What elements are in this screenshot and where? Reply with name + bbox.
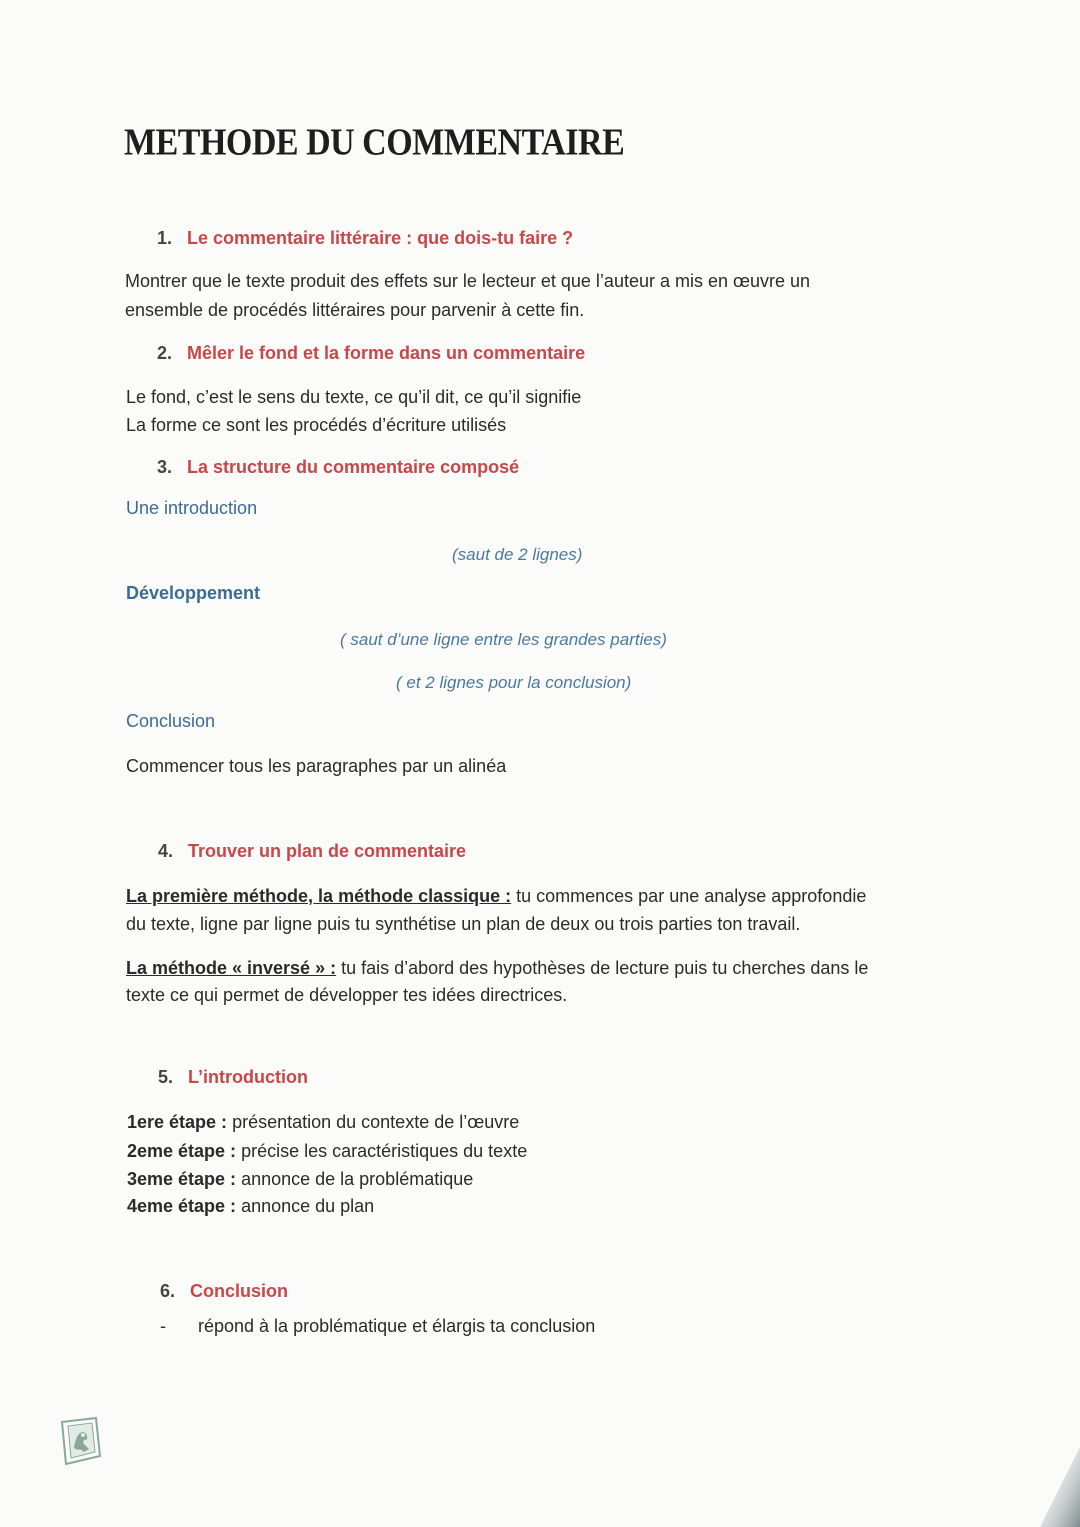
structure-note-saut-2-lignes: (saut de 2 lignes): [452, 545, 583, 564]
structure-conclusion: Conclusion: [126, 711, 216, 731]
section-1-heading: [157, 228, 573, 249]
conclusion-bullet-text: répond à la problématique et élargis ta conclusion: [198, 1316, 596, 1336]
section-5-heading: [158, 1067, 308, 1088]
section-1-text-line-1: Montrer que le texte produit des effets sur le lecteur et que l’auteur a mis en œuvre un: [125, 271, 811, 291]
intro-step-3-text: annonce de la problématique: [236, 1169, 474, 1189]
intro-step-2-text: précise les caractéristiques du texte: [236, 1141, 528, 1161]
method-1-line-1: [126, 882, 866, 910]
intro-step-4: [127, 1192, 374, 1220]
method-1-label: La première méthode, la méthode classique :: [126, 886, 512, 906]
section-2-text-line-1: Le fond, c’est le sens du texte, ce qu’il dit, ce qu’il signifie: [126, 387, 582, 407]
method-2-label: La méthode « inversé » :: [126, 958, 337, 978]
bullet-dash: -: [160, 1316, 166, 1336]
section-6-number: 6.: [160, 1281, 176, 1301]
section-2-number: 2.: [157, 343, 173, 363]
method-2-line-1: [126, 954, 868, 982]
section-2-text-line-2: La forme ce sont les procédés d’écriture utilisés: [126, 415, 507, 435]
section-5-title: L’introduction: [188, 1067, 308, 1087]
section-1-number: 1.: [157, 228, 173, 248]
section-2-title: Mêler le fond et la forme dans un commentaire: [187, 343, 586, 363]
intro-step-4-label: 4eme étape :: [127, 1196, 237, 1216]
section-1-title: Le commentaire littéraire : que dois-tu faire ?: [187, 228, 574, 248]
section-4-number: 4.: [158, 841, 174, 861]
conclusion-bullet-item: [160, 1312, 595, 1340]
section-6-heading: [160, 1281, 288, 1302]
section-1-text-line-2: ensemble de procédés littéraires pour parvenir à cette fin.: [125, 300, 585, 320]
method-1-line-2: du texte, ligne par ligne puis tu synthétise un plan de deux ou trois parties ton travail.: [126, 914, 801, 934]
structure-developpement: Développement: [126, 583, 261, 603]
method-1-text: tu commences par une analyse approfondie: [511, 886, 867, 906]
intro-step-1-text: présentation du contexte de l’œuvre: [227, 1112, 520, 1132]
section-6-title: Conclusion: [190, 1281, 288, 1301]
intro-step-1: [127, 1108, 519, 1136]
section-4-heading: [158, 841, 466, 862]
scan-shadow: [1040, 1447, 1080, 1527]
section-4-title: Trouver un plan de commentaire: [188, 841, 467, 861]
section-5-number: 5.: [158, 1067, 174, 1087]
lion-crest-icon: [56, 1416, 106, 1470]
structure-alinea-rule: Commencer tous les paragraphes par un alinéa: [126, 756, 507, 776]
structure-note-saut-ligne: ( saut d’une ligne entre les grandes parties): [340, 630, 667, 649]
method-2-text: tu fais d’abord des hypothèses de lecture puis tu cherches dans le: [336, 958, 869, 978]
method-2-line-2: texte ce qui permet de développer tes idées directrices.: [126, 985, 568, 1005]
intro-step-2-label: 2eme étape :: [127, 1141, 237, 1161]
intro-step-2: [127, 1137, 527, 1165]
section-2-heading: [157, 343, 585, 364]
section-3-heading: [157, 457, 519, 478]
intro-step-1-label: 1ere étape :: [127, 1112, 228, 1132]
section-3-number: 3.: [157, 457, 173, 477]
document-title: METHODE DU COMMENTAIRE: [124, 122, 625, 164]
section-3-title: La structure du commentaire composé: [187, 457, 520, 477]
intro-step-3: [127, 1165, 473, 1193]
intro-step-3-label: 3eme étape :: [127, 1169, 237, 1189]
structure-introduction: Une introduction: [126, 498, 258, 518]
structure-note-conclusion: ( et 2 lignes pour la conclusion): [396, 673, 632, 692]
intro-step-4-text: annonce du plan: [236, 1196, 375, 1216]
